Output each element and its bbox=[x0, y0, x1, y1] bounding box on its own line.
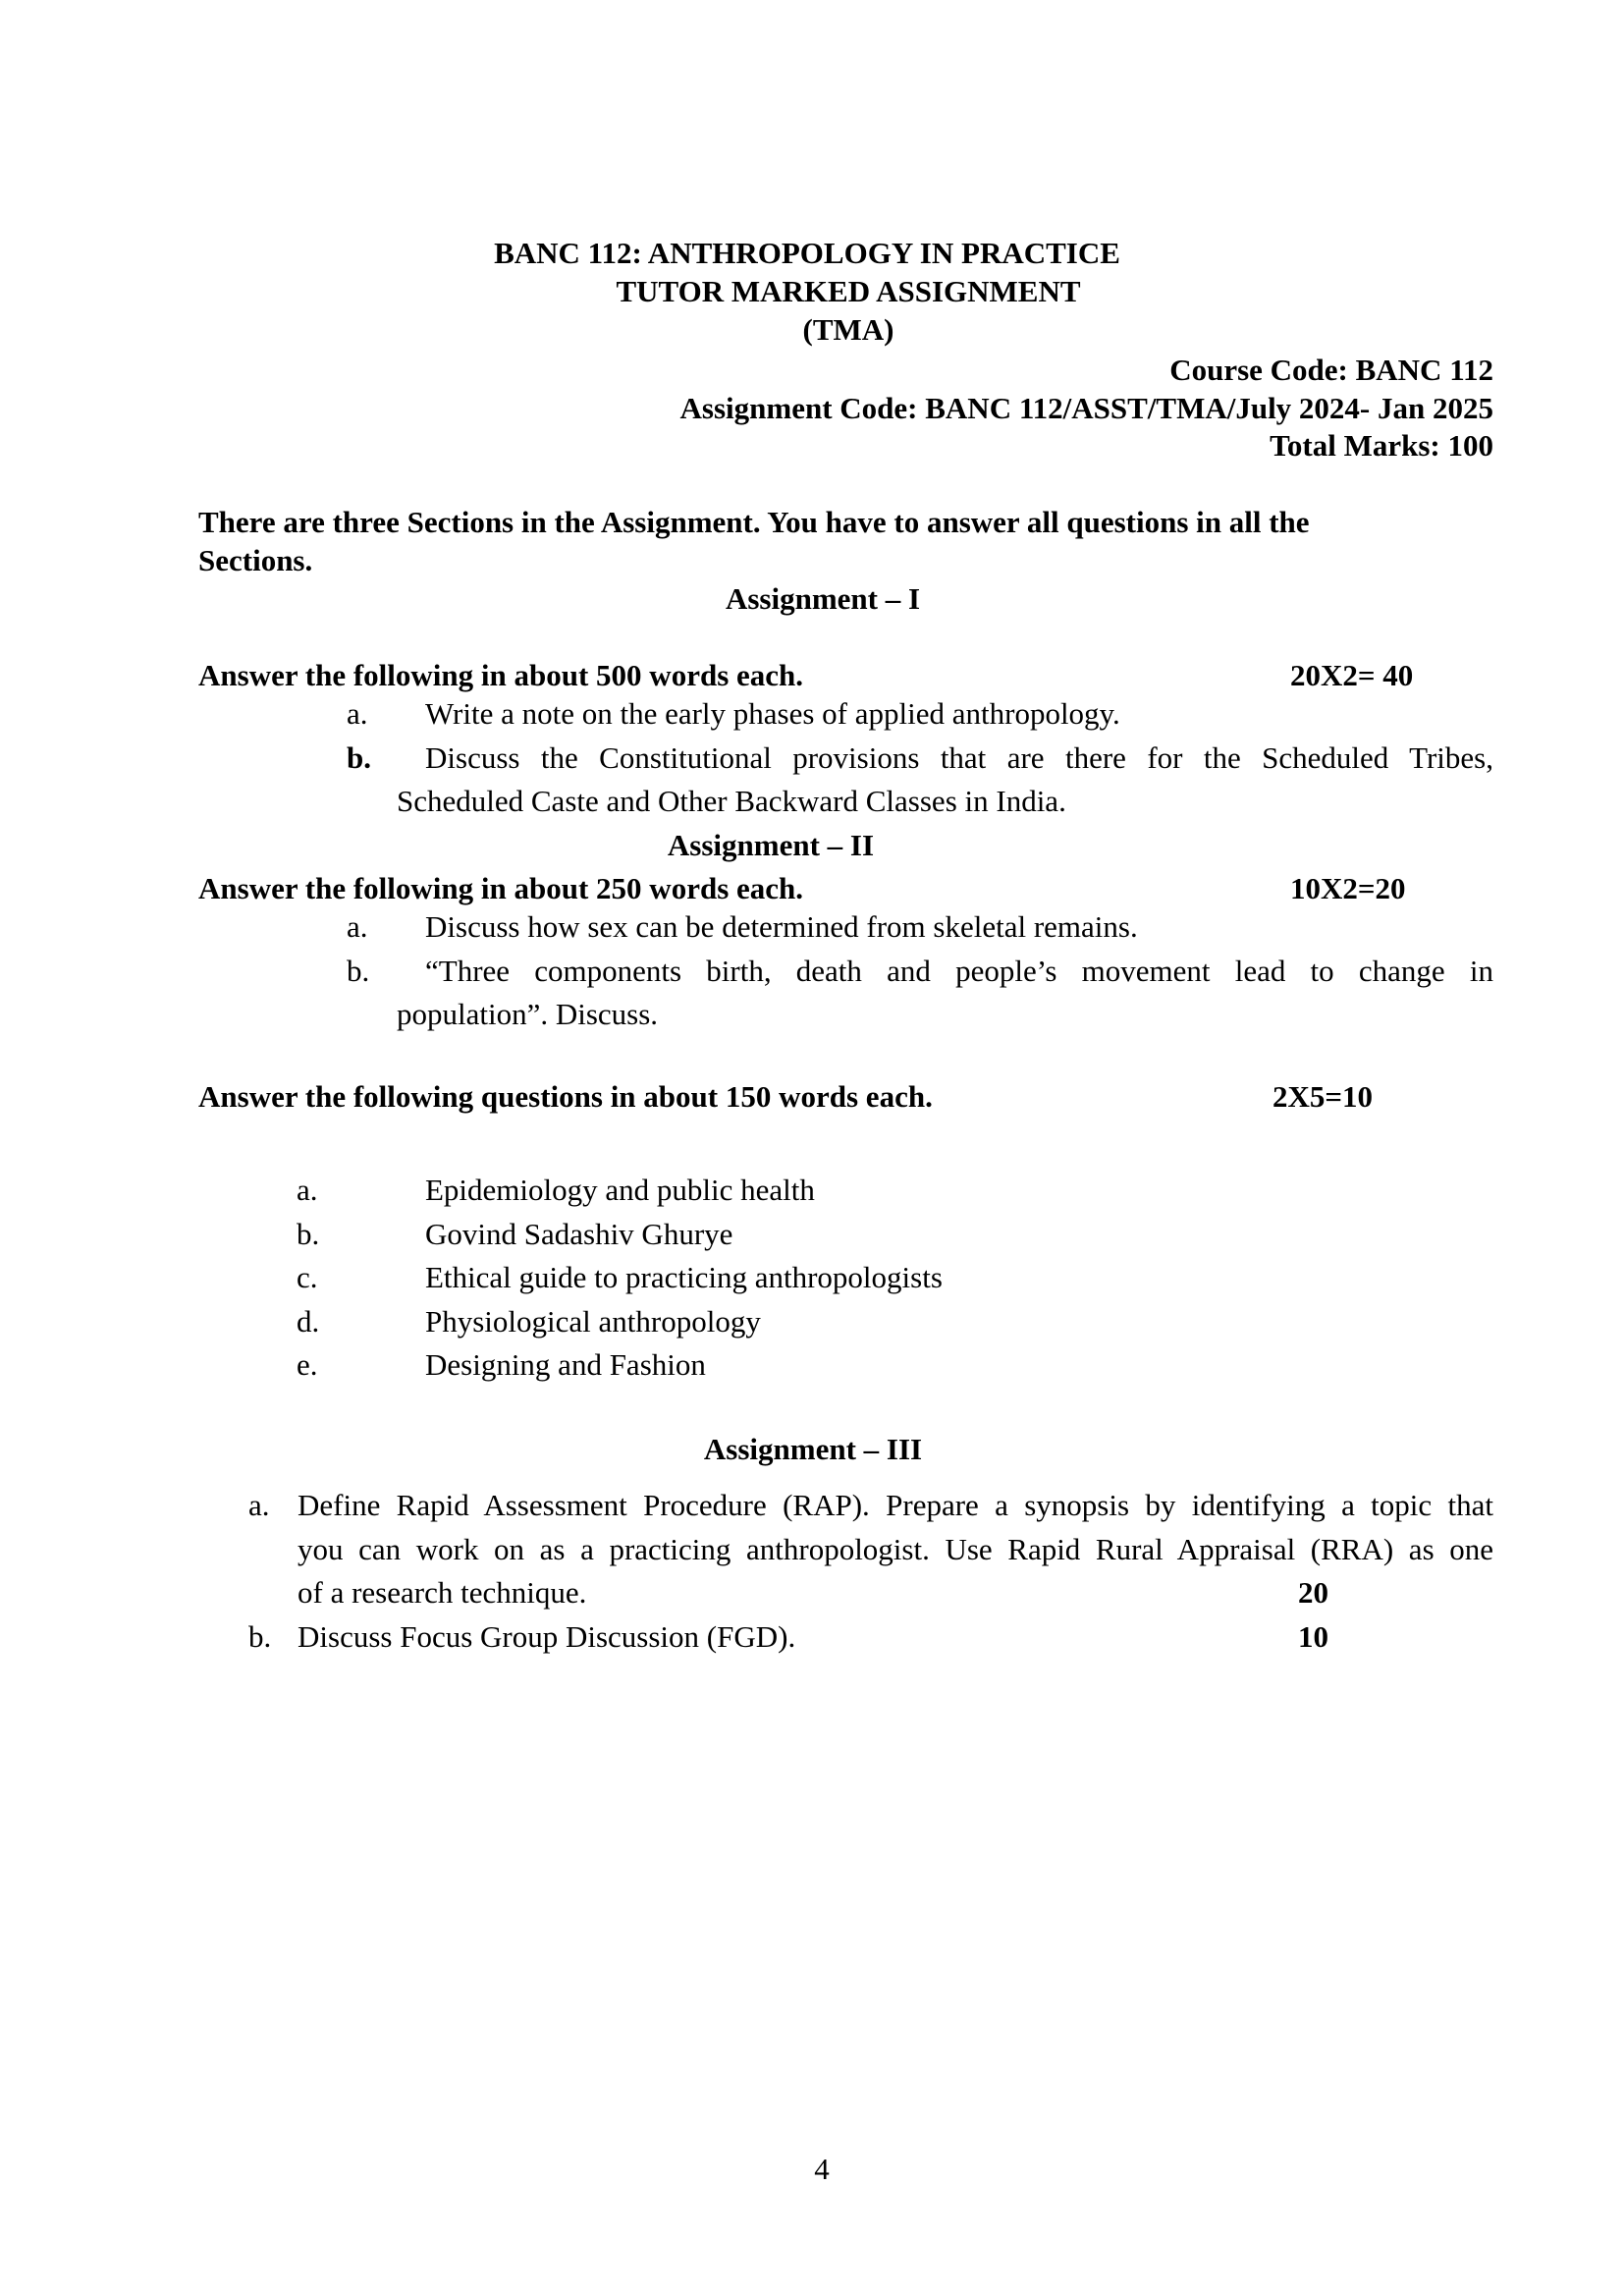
question-text-continued: you can work on as a practicing anthropologist. Use Rapid Rural Appraisal (RRA) as one bbox=[298, 1532, 1493, 1566]
section-1-marks: 20X2= 40 bbox=[1290, 658, 1414, 692]
short-notes-instruction: Answer the following questions in about 150 words each. bbox=[198, 1079, 933, 1114]
question-text: “Three components birth, death and people’s movement lead to change in bbox=[425, 954, 1493, 988]
section-heading-assignment-2: Assignment – II bbox=[667, 828, 875, 862]
document-subtitle: TUTOR MARKED ASSIGNMENT bbox=[616, 274, 1081, 308]
assignment-code: Assignment Code: BANC 112/ASST/TMA/July 2024- Jan 2025 bbox=[679, 391, 1493, 425]
section-2-marks: 10X2=20 bbox=[1290, 871, 1406, 905]
document-title: BANC 112: ANTHROPOLOGY IN PRACTICE bbox=[494, 236, 1120, 270]
section-2-instruction: Answer the following in about 250 words each. bbox=[198, 871, 804, 905]
question-text: Discuss Focus Group Discussion (FGD). bbox=[298, 1619, 796, 1654]
section-1-instruction: Answer the following in about 500 words each. bbox=[198, 658, 804, 692]
list-item-label: a. bbox=[297, 1173, 318, 1207]
list-item-label: c. bbox=[297, 1260, 318, 1294]
question-marks: 10 bbox=[1298, 1619, 1328, 1654]
question-text: Define Rapid Assessment Procedure (RAP). Prepare a synopsis by identifying a topic that bbox=[298, 1488, 1493, 1522]
general-instructions-line2: Sections. bbox=[198, 543, 313, 577]
question-marks: 20 bbox=[1298, 1575, 1328, 1610]
section-heading-assignment-1: Assignment – I bbox=[725, 581, 921, 616]
list-item-label: d. bbox=[297, 1304, 320, 1339]
short-notes-marks: 2X5=10 bbox=[1272, 1079, 1374, 1114]
question-label: b. bbox=[347, 740, 371, 775]
course-code: Course Code: BANC 112 bbox=[1169, 353, 1493, 387]
list-item: Physiological anthropology bbox=[425, 1304, 761, 1339]
question-text-continued: population”. Discuss. bbox=[397, 997, 659, 1031]
list-item: Ethical guide to practicing anthropologists bbox=[425, 1260, 943, 1294]
general-instructions-line1: There are three Sections in the Assignment. You have to answer all questions in all the bbox=[198, 505, 1310, 539]
list-item-label: e. bbox=[297, 1347, 318, 1382]
list-item: Designing and Fashion bbox=[425, 1347, 706, 1382]
question-label: a. bbox=[347, 909, 368, 944]
question-label: a. bbox=[248, 1488, 270, 1522]
document-subtitle-abbr: (TMA) bbox=[802, 312, 894, 347]
total-marks: Total Marks: 100 bbox=[1270, 428, 1493, 463]
question-text-continued: of a research technique. bbox=[298, 1575, 587, 1610]
section-heading-assignment-3: Assignment – III bbox=[703, 1432, 923, 1466]
question-label: b. bbox=[347, 954, 370, 988]
question-text: Write a note on the early phases of applied anthropology. bbox=[425, 696, 1120, 731]
question-label: b. bbox=[248, 1619, 272, 1654]
page-number: 4 bbox=[814, 2152, 830, 2186]
question-text: Discuss how sex can be determined from skeletal remains. bbox=[425, 909, 1138, 944]
list-item: Govind Sadashiv Ghurye bbox=[425, 1217, 733, 1251]
list-item: Epidemiology and public health bbox=[425, 1173, 815, 1207]
question-text-continued: Scheduled Caste and Other Backward Classes in India. bbox=[397, 784, 1066, 818]
list-item-label: b. bbox=[297, 1217, 320, 1251]
question-label: a. bbox=[347, 696, 368, 731]
question-text: Discuss the Constitutional provisions that are there for the Scheduled Tribes, bbox=[425, 740, 1493, 775]
